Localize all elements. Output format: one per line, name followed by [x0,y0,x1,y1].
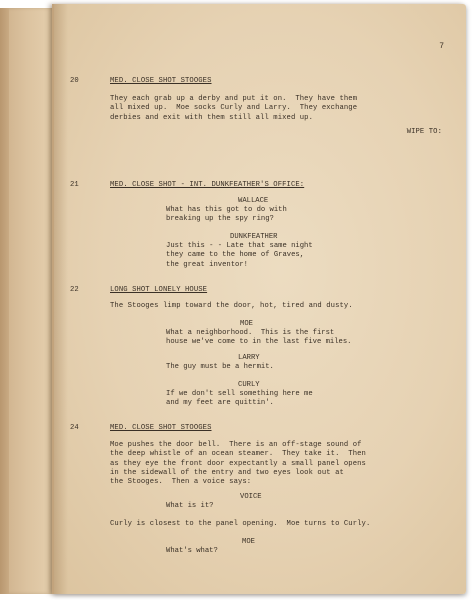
script-page [52,4,466,594]
dialogue-line: The guy must be a hermit. [166,363,274,371]
dialogue-line: What has this got to do with breaking up the spy ring? [166,206,287,224]
scene-heading: MED. CLOSE SHOT STOOGES [110,424,212,432]
scene-number: 20 [70,77,79,85]
character-name: MOE [242,538,255,546]
character-name: VOICE [240,493,262,501]
page-number: 7 [439,42,444,51]
scene-action: Moe pushes the door bell. There is an off-stage sound of the deep whistle of an ocean steamer. They take it. Then as they eye the front door expectantly a small panel opens in the sidewall of the entry and two eyes look out at the Stooges. Then a voice says: [110,441,366,487]
character-name: MOE [240,320,253,328]
character-name: DUNKFEATHER [230,233,278,241]
scene-action: The Stooges limp toward the door, hot, tired and dusty. [110,302,353,310]
scene-action: Curly is closest to the panel opening. Moe turns to Curly. [110,520,371,528]
dialogue-line: What a neighborhood. This is the first house we've come to in the last five miles. [166,329,352,347]
scene-heading: MED. CLOSE SHOT STOOGES [110,77,212,85]
scene-transition: WIPE TO: [406,128,442,136]
scene-heading: MED. CLOSE SHOT - INT. DUNKFEATHER'S OFFICE: [110,181,305,189]
dialogue-line: What is it? [166,502,214,510]
character-name: LARRY [238,354,260,362]
dialogue-line: If we don't sell something here me and my feet are quittin'. [166,390,313,408]
dialogue-line: Just this - - Late that same night they came to the home of Graves, the great inventor! [166,242,313,269]
page-gutter-shadow [54,4,68,594]
scene-action: They each grab up a derby and put it on. They have them all mixed up. Moe socks Curly and Larry. They exchange derbies and exit with them still all mixed up. [110,95,358,122]
dialogue-line: What's what? [166,547,218,555]
scene-number: 22 [70,286,79,294]
scene-number: 24 [70,424,79,432]
character-name: CURLY [238,381,260,389]
scene-heading: LONG SHOT LONELY HOUSE [110,286,208,294]
binding-strip [0,8,9,594]
character-name: WALLACE [238,197,269,205]
previous-page-edge [0,8,60,594]
scene-number: 21 [70,181,79,189]
